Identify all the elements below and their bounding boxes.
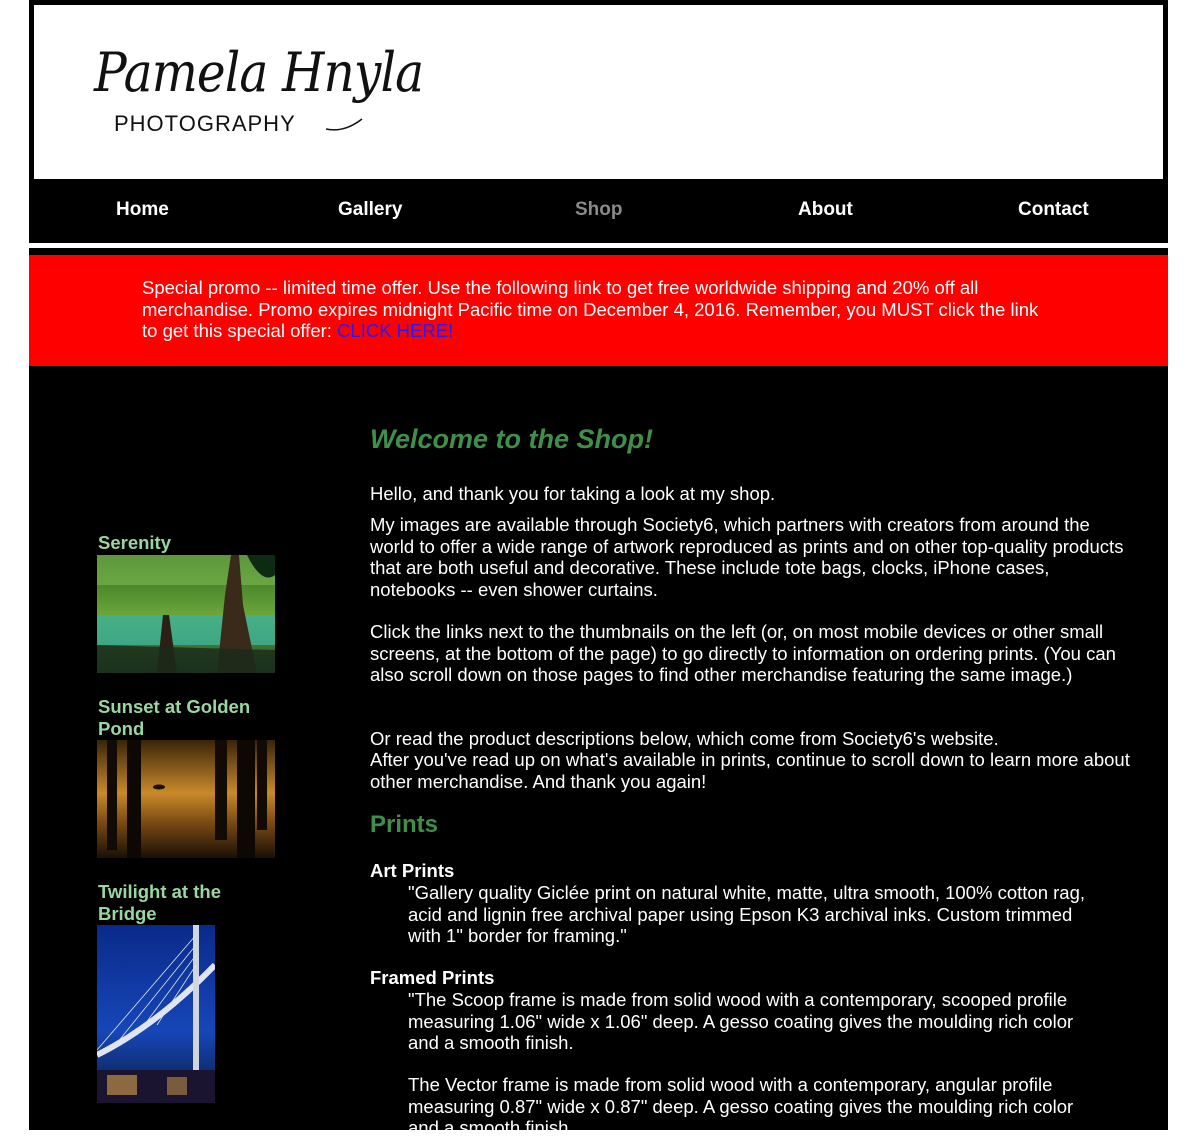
thumbnail-twilight[interactable] [97,925,215,1103]
intro-text: Hello, and thank you for taking a look at my shop. [370,483,776,504]
page-title: Welcome to the Shop! [370,424,654,454]
logo-swash-icon [94,33,434,153]
framed-prints-heading: Framed Prints [370,967,495,988]
site-header [33,4,1164,180]
framed-prints-scoop: "The Scoop frame is made from solid wood with a contemporary, scooped profile measuring 1.06" wide x 1.06" deep. A gesso coating gives the moulding rich color and a smooth finish. [408,989,1074,1053]
nav-divider [29,243,1168,248]
logo-script-text: Pamela Hnyla [94,41,424,104]
nav-about[interactable]: About [798,199,853,220]
nav-contact[interactable]: Contact [1018,199,1089,220]
promo-link[interactable]: CLICK HERE! [337,320,454,341]
sidebar-title-serenity[interactable]: Serenity [98,532,172,553]
nav-home[interactable]: Home [116,199,169,220]
framed-prints-vector: The Vector frame is made from solid wood with a contemporary, angular profile measuring 0.87" wide x 0.87" deep. A gesso coating gives the moulding rich color and a smooth finish. [408,1074,1074,1138]
logo-subtitle: PHOTOGRAPHY [114,111,296,136]
nav-shop[interactable]: Shop [575,199,623,220]
thumbnail-sunset[interactable] [97,740,275,858]
paragraph-descriptions: Or read the product descriptions below, which come from Society6's website. [370,728,999,749]
site-logo[interactable] [94,33,434,153]
serenity-image [97,555,275,673]
main-nav [29,180,1168,240]
nav-gallery[interactable]: Gallery [338,199,403,220]
paragraph-society6: My images are available through Society6, which partners with creators from around the world to offer a wide range of artwork reproduced as prints and on other top-quality products that are both useful and decorative. These include tote bags, clocks, iPhone cases, notebooks -- even shower curtains. [370,514,1124,600]
sidebar-title-twilight[interactable]: Twilight at the Bridge [98,881,221,924]
promo-text [142,277,1042,342]
sidebar-title-sunset[interactable]: Sunset at Golden Pond [98,696,251,739]
art-prints-heading: Art Prints [370,860,455,881]
promo-message: Special promo -- limited time offer. Use the following link to get free worldwide shipping and 20% off all merchandise. Promo expires midnight Pacific time on December 4, 2016. Remember, you MUST click the link to get this special offer: [142,277,1039,341]
art-prints-description: "Gallery quality Giclée print on natural white, matte, ultra smooth, 100% cotton rag, acid and lignin free archival paper using Epson K3 archival inks. Custom trimmed with 1" border for framing." [408,882,1086,946]
thumbnail-serenity[interactable] [97,555,275,673]
page-container [29,0,1168,1138]
prints-heading: Prints [370,811,439,838]
paragraph-continue: After you've read up on what's available in prints, continue to scroll down to learn more about other merchandise. And thank you again! [370,749,1130,792]
sunset-image [97,740,275,858]
promo-banner [29,255,1168,366]
paragraph-thumbnails: Click the links next to the thumbnails on the left (or, on most mobile devices or other small screens, at the bottom of the page) to go directly to information on ordering prints. (You can also scroll down on those pages to find other merchandise featuring the same image.) [370,621,1116,685]
twilight-image [97,925,215,1103]
